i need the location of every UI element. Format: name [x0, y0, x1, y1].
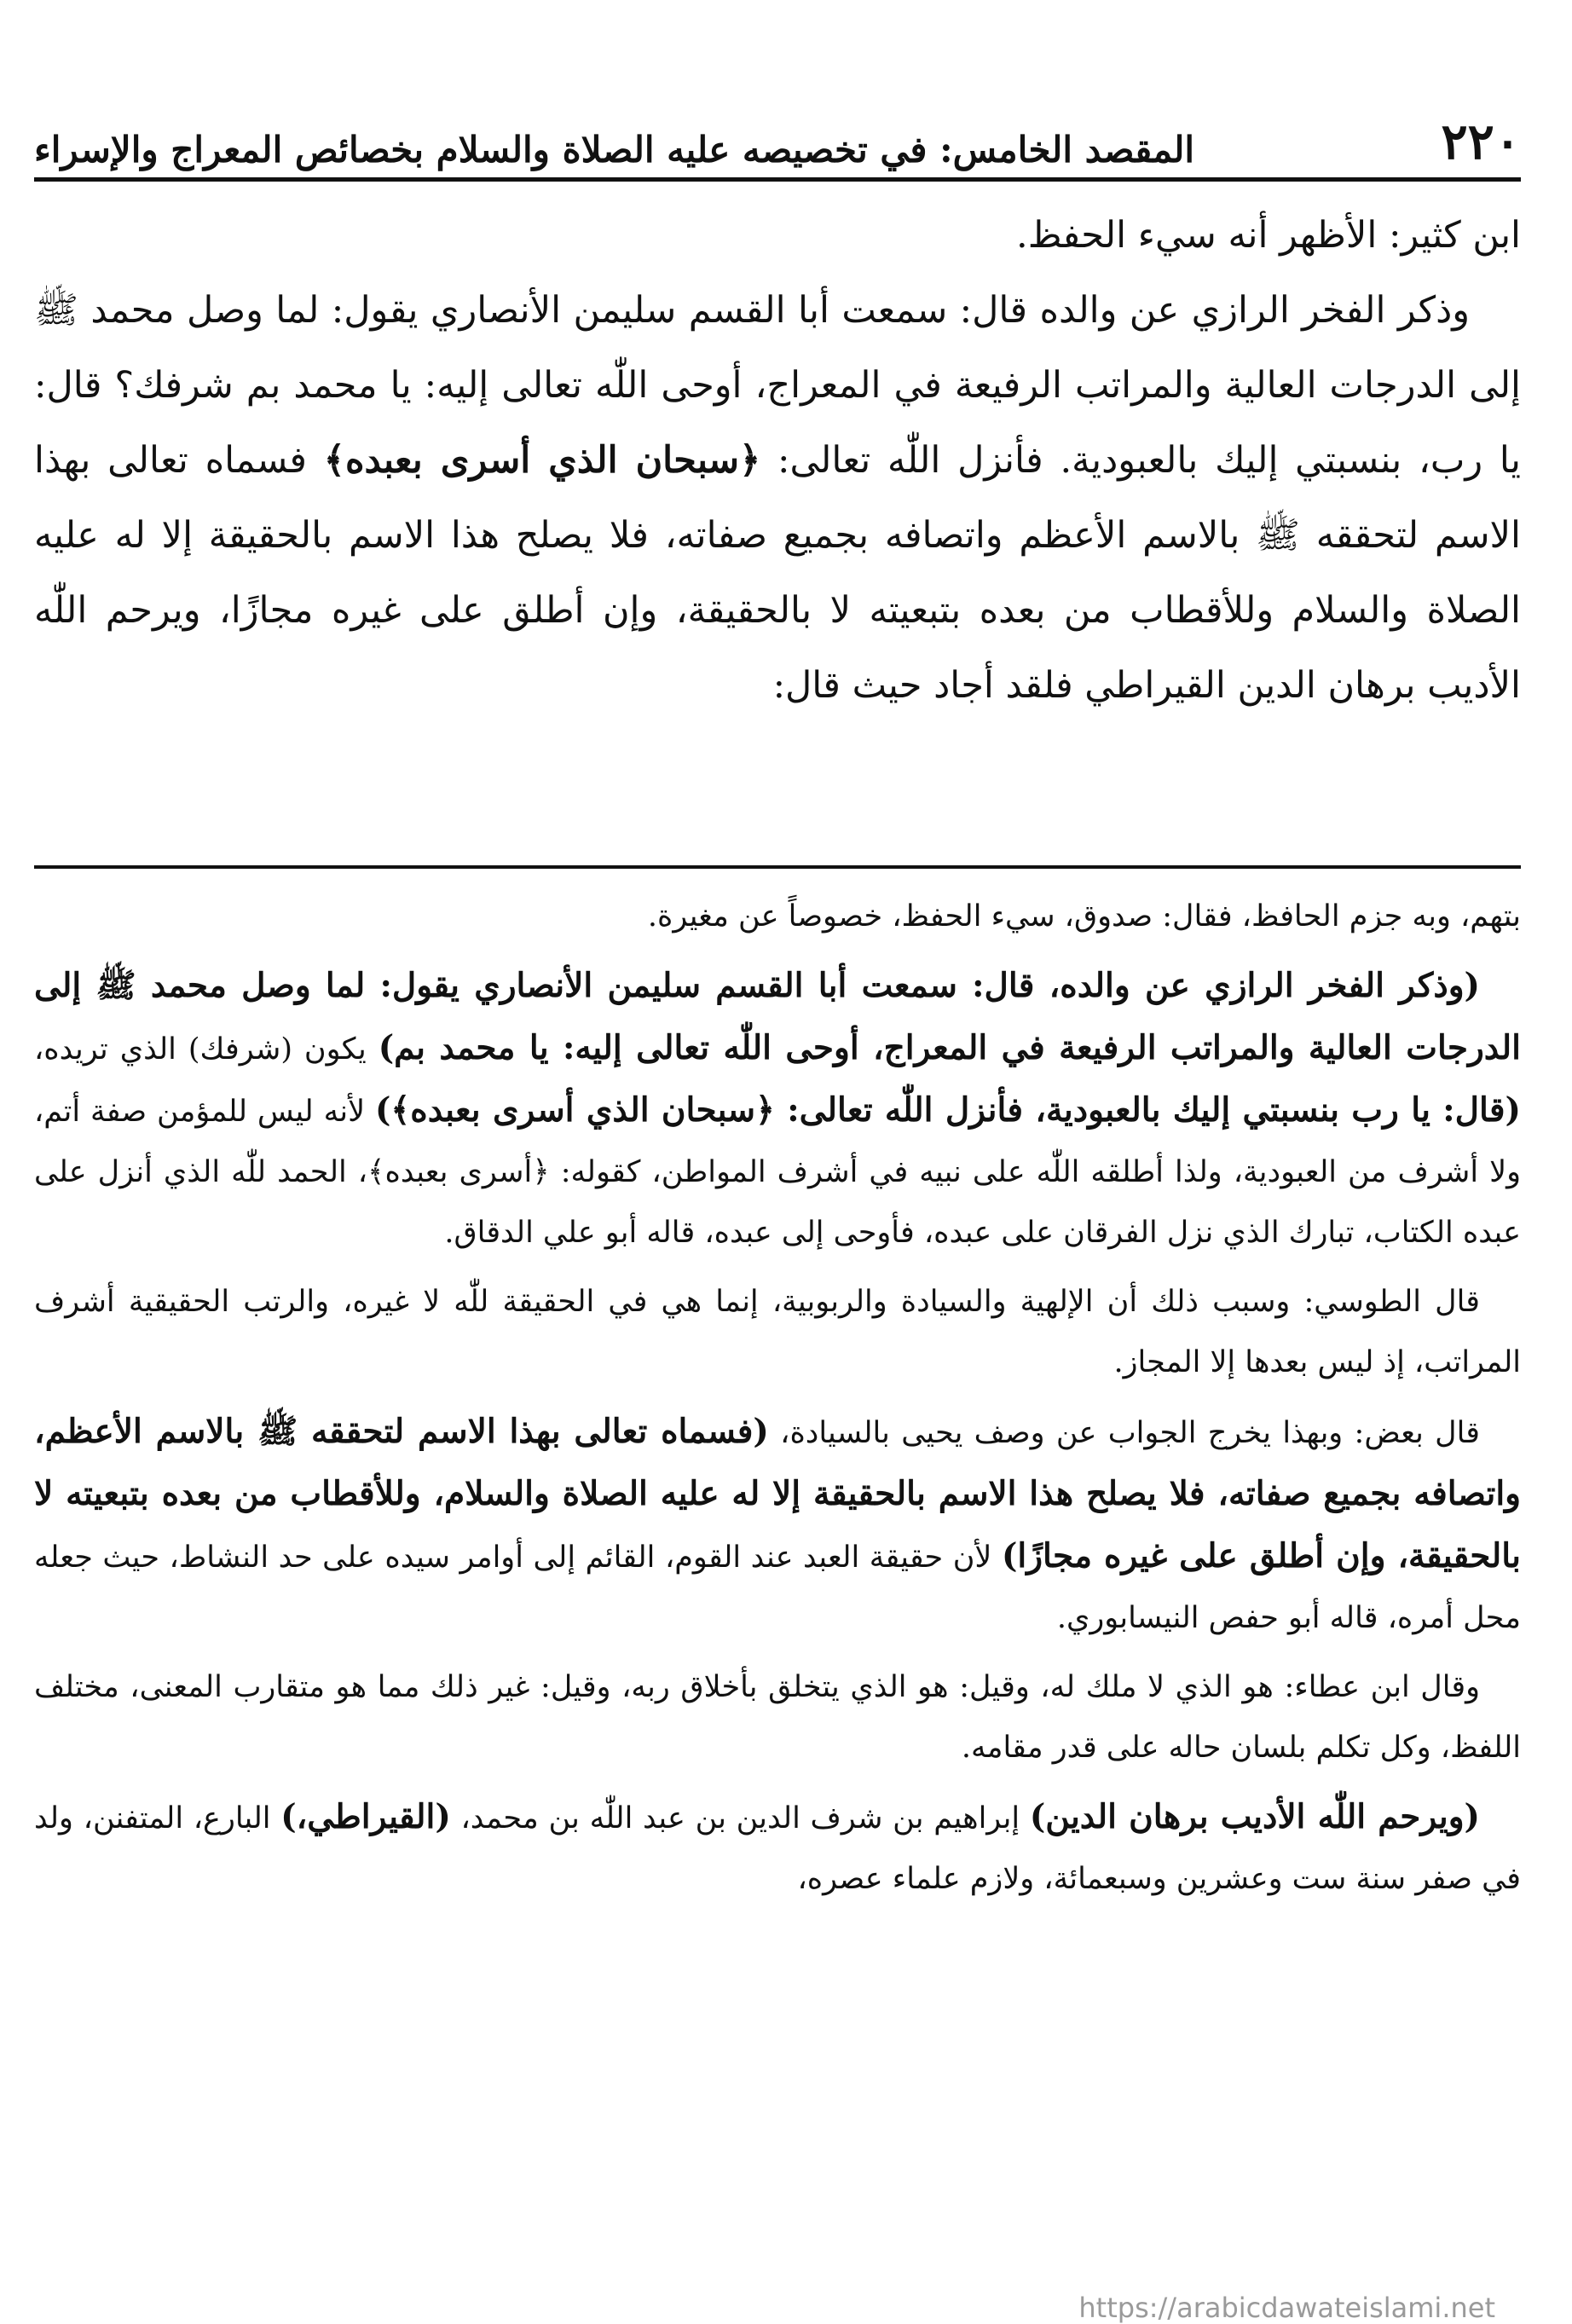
commentary-paragraph-4 [34, 1402, 1521, 1649]
watermark-url: https://arabicdawateislami.net [1078, 2292, 1495, 2324]
main-paragraph-2 [34, 273, 1521, 723]
quran-verse: ﴿سبحان الذي أسرى بعبده﴾ [323, 439, 761, 482]
commentary-text: إبراهيم بن شرف الدين بن عبد اللّٰه بن محمد، [450, 1801, 1030, 1835]
main-text-segment: وذكر الفخر الرازي عن والده قال: سمعت أبا القسم سليمن الأنصاري يقول: لما وصل محمد ﷺ إلى الدرجات العالية والمراتب الرفيعة في المعراج، أوحى اللّٰه تعالى إليه: يا محمد بم شرفك؟ قال: يا رب، بنسبتي إليك بالعبودية. فأنزل اللّٰه تعالى: [34, 289, 1521, 482]
commentary-text: يكون (شرفك) الذي تريده، [34, 1032, 379, 1067]
quoted-text: (وذكر الفخر الرازي عن والده، قال: سمعت أبا القسم سليمن الأنصاري يقول: لما وصل محمد ﷺ إلى الدرجات العالية والمراتب الرفيعة في المعراج، أوحى اللّٰه تعالى إليه: يا محمد بم) [34, 966, 1521, 1067]
commentary-paragraph-6 [34, 1787, 1521, 1910]
commentary-text: قال بعض: وبهذا يخرج الجواب عن وصف يحيى بالسيادة، [768, 1416, 1480, 1450]
commentary [34, 887, 1521, 1918]
main-paragraph-1: ابن كثير: الأظهر أنه سيء الحفظ. [1016, 214, 1521, 257]
commentary-paragraph-3: قال الطوسي: وسبب ذلك أن الإلهية والسيادة والربوبية، إنما هي في الحقيقة للّٰه لا غيره، والرتب الحقيقية أشرف المراتب، إذ ليس بعدها إلا المجاز. [34, 1285, 1521, 1379]
page-number: ٢٢٠ [1441, 113, 1521, 171]
quoted-text: (فسماه تعالى بهذا الاسم لتحققه ﷺ بالاسم الأعظم، واتصافه بجميع صفاته، فلا يصلح هذا الاسم بالحقيقة إلا له عليه الصلاة والسلام، وللأقطاب من بعده بتبعيته لا بالحقيقة، وإن أطلق على غيره مجازًا) [34, 1412, 1521, 1575]
quoted-text: (القيراطي،) [280, 1797, 451, 1836]
running-title: المقصد الخامس: في تخصيصه عليه الصلاة والسلام بخصائص المعراج والإسراء [34, 129, 1195, 171]
main-text [34, 198, 1521, 723]
footnote-separator [34, 865, 1521, 869]
main-text-segment: فسماه تعالى بهذا الاسم لتحققه ﷺ بالاسم الأعظم واتصافه بجميع صفاته، فلا يصلح هذا الاسم بالحقيقة إلا له عليه الصلاة والسلام وللأقطاب من بعده بتبعيته لا بالحقيقة، وإن أطلق على غيره مجازًا، ويرحم اللّٰه الأديب برهان الدين القيراطي فلقد أجاد حيث قال: [34, 439, 1521, 707]
commentary-paragraph-1: بتهم، وبه جزم الحافظ، فقال: صدوق، سيء الحفظ، خصوصاً عن مغيرة. [647, 899, 1521, 934]
commentary-text: البارع، المتفنن، ولد في صفر سنة ست وعشرين وسبعمائة، ولازم علماء عصره، [34, 1801, 1521, 1896]
commentary-text: لأن حقيقة العبد عند القوم، القائم إلى أوامر سيده على حد النشاط، حيث جعله محل أمره، قاله أبو حفص النيسابوري. [34, 1541, 1521, 1635]
commentary-paragraph-5: وقال ابن عطاء: هو الذي لا ملك له، وقيل: هو الذي يتخلق بأخلاق ربه، وقيل: غير ذلك مما هو متقارب المعنى، مختلف اللفظ، وكل تكلم بلسان حاله على قدر مقامه. [34, 1670, 1521, 1765]
quoted-text: (قال: يا رب بنسبتي إليك بالعبودية، فأنزل اللّٰه تعالى: ﴿سبحان الذي أسرى بعبده﴾) [374, 1090, 1521, 1130]
page-header [34, 94, 1521, 182]
commentary-paragraph-2 [34, 956, 1521, 1263]
commentary-text: لأنه ليس للمؤمن صفة أتم، ولا أشرف من العبودية، ولذا أطلقه اللّٰه على نبيه في أشرف المواطن، كقوله: ﴿أسرى بعبده﴾، الحمد للّٰه الذي أنزل على عبده الكتاب، تبارك الذي نزل الفرقان على عبده، فأوحى إلى عبده، قاله أبو علي الدقاق. [34, 1095, 1521, 1250]
quoted-text: (ويرحم اللّٰه الأديب برهان الدين) [1029, 1797, 1480, 1836]
